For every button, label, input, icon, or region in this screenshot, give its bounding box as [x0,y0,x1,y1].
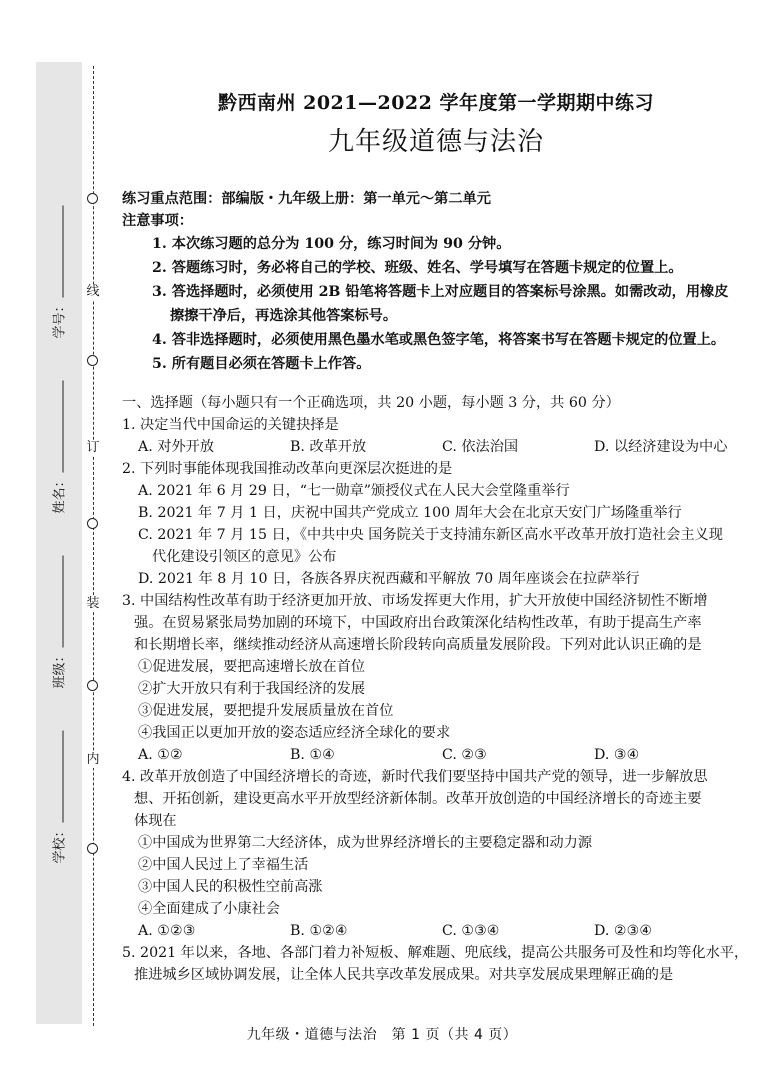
note-item: 5. 所有题目必须在答题卡上作答。 [152,356,371,372]
option-d[interactable]: D. ②③④ [594,923,653,939]
binding-dash-line [93,66,94,1026]
statement-item: ①中国成为世界第二大经济体，成为世界经济增长的主要稳定器和动力源 [138,835,593,851]
exam-content [122,88,750,986]
notes-heading: 注意事项： [122,213,193,229]
option-a[interactable]: A. 对外开放 [138,439,215,455]
question-2-stem: 2. 下列时事能体现我国推动改革向更深层次挺进的是 [122,461,453,477]
question-1-options [122,436,750,458]
question-4-stem-continued: 想、开拓创新，建设更高水平开放型经济新体制。改革开放创造的中国经济增长的奇迹主要 [134,791,702,807]
note-item: 4. 答非选择题时，必须使用黑色墨水笔或黑色签字笔，将答案书写在答题卡规定的位置上。 [152,332,726,348]
exam-title: 黔西南州 2021—2022 学年度第一学期期中练习 [218,92,654,114]
option-b[interactable]: B. 2021 年 7 月 1 日，庆祝中国共产党成立 100 周年大会在北京天安门广场隆重举行 [138,505,682,521]
option-b[interactable]: B. 改革开放 [290,439,367,455]
binding-hole [87,518,98,529]
school-field[interactable] [49,730,68,863]
option-c[interactable]: C. 2021 年 7 月 15 日，《中共中央 国务院关于支持浦东新区高水平改革开放打造社会主义现 [138,527,723,543]
school-label: 学校： [52,824,68,864]
binding-hole [87,355,98,366]
option-d[interactable]: D. 2021 年 8 月 10 日，各族各界庆祝西藏和平解放 70 周年座谈会在拉萨举行 [138,571,640,587]
note-item: 2. 答题练习时，务必将自己的学校、班级、姓名、学号填写在答题卡规定的位置上。 [152,260,683,276]
question-4-options [122,920,750,942]
option-c[interactable]: C. 依法治国 [442,439,519,455]
name-label: 姓名： [52,474,68,514]
class-blank[interactable] [63,555,64,647]
option-a[interactable]: A. ①②③ [138,923,196,939]
student-id-field[interactable] [49,205,68,338]
note-item: 3. 答选择题时，必须使用 2B 铅笔将答题卡上对应题目的答案标号涂黑。如需改动，用橡皮 [152,284,729,300]
statement-item: ③促进发展，要把提升发展质量放在首位 [138,703,394,719]
section-title: 一、选择题（每小题只有一个正确选项，共 20 小题，每小题 3 分，共 60 分） [122,395,620,411]
option-c-continued[interactable]: 代化建设引领区的意见》公布 [152,549,337,565]
class-label: 班级： [52,649,68,689]
option-d[interactable]: D. 以经济建设为中心 [594,439,728,455]
binding-char-xian: 线 [84,284,102,300]
question-3-options [122,744,750,766]
binding-char-zhuang: 装 [84,596,102,612]
option-d[interactable]: D. ③④ [594,747,640,763]
question-3-stem-continued: 强。在贸易紧张局势加剧的环境下，中国政府出台政策深化结构性改革，有助于提高生产率 [134,615,702,631]
question-4-stem: 4. 改革开放创造了中国经济增长的奇迹，新时代我们要坚持中国共产党的领导，进一步解放思 [122,769,708,785]
page-footer: 九年级・道德与法治 第 1 页（共 4 页） [246,1027,518,1043]
statement-item: ②扩大开放只有利于我国经济的发展 [138,681,366,697]
school-blank[interactable] [63,730,64,822]
option-b[interactable]: B. ①④ [290,747,335,763]
option-a[interactable]: A. ①② [138,747,183,763]
option-c[interactable]: C. ①③④ [442,923,500,939]
notes-list [122,232,750,376]
binding-hole [87,843,98,854]
question-3-stem: 3. 中国结构性改革有助于经济更加开放、市场发挥更大作用，扩大开放使中国经济韧性不断增 [122,593,708,609]
question-1-stem: 1. 决定当代中国命运的关键抉择是 [122,417,339,433]
option-a[interactable]: A. 2021 年 6 月 29 日，“七一勋章”颁授仪式在人民大会堂隆重举行 [138,483,570,499]
statement-item: ②中国人民过上了幸福生活 [138,857,309,873]
student-id-blank[interactable] [63,205,64,297]
statement-item: ①促进发展，要把高速增长放在首位 [138,659,366,675]
binding-char-nei: 内 [84,752,102,768]
question-4-stem-continued: 体现在 [134,813,177,829]
practice-scope: 练习重点范围：部编版・九年级上册：第一单元～第二单元 [122,191,491,207]
question-3-stem-continued: 和长期增长率，继续推动经济从高速增长阶段转向高质量发展阶段。下列对此认识正确的是 [134,637,702,653]
binding-hole [87,193,98,204]
question-5-stem-continued: 推进城乡区域协调发展，让全体人民共享改革发展成果。对共享发展成果理解正确的是 [134,967,674,983]
statement-item: ③中国人民的积极性空前高涨 [138,879,323,895]
option-c[interactable]: C. ②③ [442,747,487,763]
choice-section [122,392,750,986]
name-field[interactable] [49,380,68,513]
binding-hole [87,680,98,691]
name-blank[interactable] [63,380,64,472]
class-field[interactable] [49,555,68,688]
binding-char-ding: 订 [84,440,102,456]
student-id-label: 学号： [52,299,68,339]
option-b[interactable]: B. ①②④ [290,923,348,939]
statement-item: ④我国正以更加开放的姿态适应经济全球化的要求 [138,725,451,741]
exam-subject: 九年级道德与法治 [327,127,544,157]
question-5-stem: 5. 2021 年以来，各地、各部门着力补短板、解难题、兜底线，提高公共服务可及性和均等化水平， [122,945,749,961]
note-item: 1. 本次练习题的总分为 100 分，练习时间为 90 分钟。 [152,236,511,252]
note-item-continued: 擦擦干净后，再选涂其他答案标号。 [170,308,398,324]
statement-item: ④全面建成了小康社会 [138,901,280,917]
